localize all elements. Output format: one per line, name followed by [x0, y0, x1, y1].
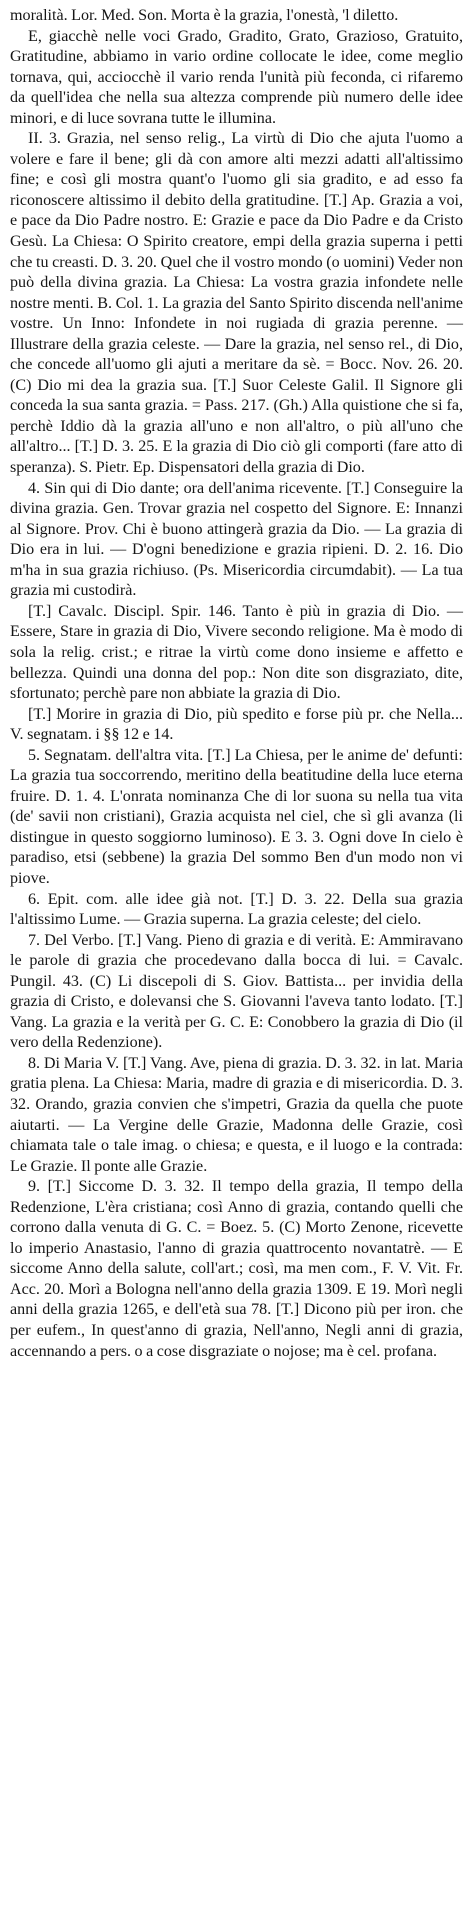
- entry-paragraph: 6. Epit. com. alle idee già not. [T.] D. 3. 22. Della sua grazia l'altissimo Lume. — Grazia superna. La grazia celeste; del cielo.: [10, 890, 463, 929]
- entry-paragraph: E, giacchè nelle voci Grado, Gradito, Grato, Grazioso, Gratuito, Gratitudine, abbiamo in vario ordine collocate le idee, come meglio tornava, qui, acciocchè il vario renda l'unità più feconda, ci rifaremo da quell'idea che nella sua altezza comprende più numero delle idee minori, e di luce sovrana tutte le illumina.: [10, 27, 463, 127]
- entry-paragraph: moralità. Lor. Med. Son. Morta è la grazia, l'onestà, 'l diletto.: [10, 7, 399, 24]
- entry-paragraph: 9. [T.] Siccome D. 3. 32. Il tempo della grazia, Il tempo della Redenzione, L'èra cristiana; così Anno di grazia, contando quelli che corrono dalla venuta di G. C. = Boez. 5. (C) Morto Zenone, ricevette lo imperio Anastasio, l'anno di grazia quattrocento novantatrè. — E siccome Anno della salute, coll'art.; così, ma men com., F. V. Vit. Fr. Acc. 20. Morì a Bologna nell'anno della grazia 1309. E 19. Morì negli anni della grazia 1265, e dell'età sua 78. [T.] Dicono più per iron. che per eufem., In quest'anno di grazia, Nell'anno, Negli anni di grazia, accennando a pers. o a cose disgraziate o nojose; ma è cel. profana.: [10, 1178, 463, 1360]
- entry-paragraph: 7. Del Verbo. [T.] Vang. Pieno di grazia e di verità. E: Ammiravano le parole di grazia che procedevano dalla bocca di lui. = Cavalc. Pungil. 43. (C) Li discepoli di S. Giov. Battista... per invidia della grazia di Cristo, e dolevansi che S. Giovanni l'aveva tanto lodato. [T.] Vang. La grazia e la verità per G. C. E: Conobbero la grazia di Dio (il vero della Redenzione).: [10, 931, 463, 1052]
- entry-paragraph: 4. Sin qui di Dio dante; ora dell'anima ricevente. [T.] Conseguire la divina grazia. Gen. Trovar grazia nel cospetto del Signore. E: Innanzi al Signore. Prov. Chi è buono attingerà grazia da Dio. — La grazia di Dio era in lui. — D'ogni benedizione e grazia ripieni. D. 2. 16. Dio m'ha in sua grazia richiuso. (Ps. Misericordia circumdabit). — La tua grazia mi custodirà.: [10, 479, 463, 600]
- entry-paragraph: [T.] Morire in grazia di Dio, più spedito e forse più pr. che Nella... V. segnatam. i §§ 12 e 14.: [10, 705, 463, 744]
- entry-paragraph: [T.] Cavalc. Discipl. Spir. 146. Tanto è più in grazia di Dio. — Essere, Stare in grazia di Dio, Vivere secondo religione. Ma è modo di sola la relig. crist.; e ritrae la virtù come dono insieme e affetto e bellezza. Quindi una donna del pop.: Non dite son disgraziato, dite, sfortunato; perchè pare non abbiate la grazia di Dio.: [10, 602, 463, 703]
- entry-paragraph: 5. Segnatam. dell'altra vita. [T.] La Chiesa, per le anime de' defunti: La grazia tua soccorrendo, meritino della beatitudine della luce eterna fruire. D. 1. 4. L'onrata nominanza Che di lor suona su nella tua vita (de' savii non cristiani), Grazia acquista nel ciel, che sì gli avanza (li distingue in questo soggiorno luminoso). E 3. 3. Ogni dove In cielo è paradiso, etsi (sebbene) la grazia Del sommo Ben d'un modo non vi piove.: [10, 746, 463, 887]
- entry-paragraph: II. 3. Grazia, nel senso relig., La virtù di Dio che ajuta l'uomo a volere e fare il bene; gli dà con amore alti mezzi adatti all'altissimo fine; e così gli mostra quant'o l'uomo gli sia gradito, e ad esso fa riconoscere altissimo il debito della gratitudine. [T.] Ap. Grazia a voi, e pace da Dio Padre nostro. E: Grazie e pace da Dio Padre e da Cristo Gesù. La Chiesa: O Spirito creatore, empi della grazia superna i petti che tu creasti. D. 3. 20. Quel che il vostro mondo (o uomini) Veder non può della divina grazia. La Chiesa: La vostra grazia infondete nelle nostre menti. B. Col. 1. La grazia del Santo Spirito discenda nell'anime vostre. Un Inno: Infondete in noi rugiada di grazia perenne. — Illustrare della grazia celeste. — Dare la grazia, nel senso rel., di Dio, che concede all'uomo gli ajuti a meritare da sè. = Bocc. Nov. 26. 20. (C) Dio mi dea la grazia sua. [T.] Suor Celeste Galil. Il Signore gli conceda la sua santa grazia. = Pass. 217. (Gh.) Alla quistione che si fa, perchè Iddio dà la grazia all'uno e non all'altro, o più all'uno che all'altro... [T.] D. 3. 25. E la grazia di Dio ciò gli comporti (fare atto di speranza). S. Pietr. Ep. Dispensatori della grazia di Dio.: [10, 130, 463, 477]
- entry-paragraph: 8. Di Maria V. [T.] Vang. Ave, piena di grazia. D. 3. 32. in lat. Maria gratia plena. La Chiesa: Maria, madre di grazia e di misericordia. D. 3. 32. Orando, grazia convien che s'impetri, Grazia da quella che puote aiutarti. — La Vergine delle Grazie, Madonna delle Grazie, così chiamata tale o tale imag. o chiesa; e questa, e il luogo e la contrada: Le Grazie. Il ponte alle Grazie.: [10, 1054, 463, 1175]
